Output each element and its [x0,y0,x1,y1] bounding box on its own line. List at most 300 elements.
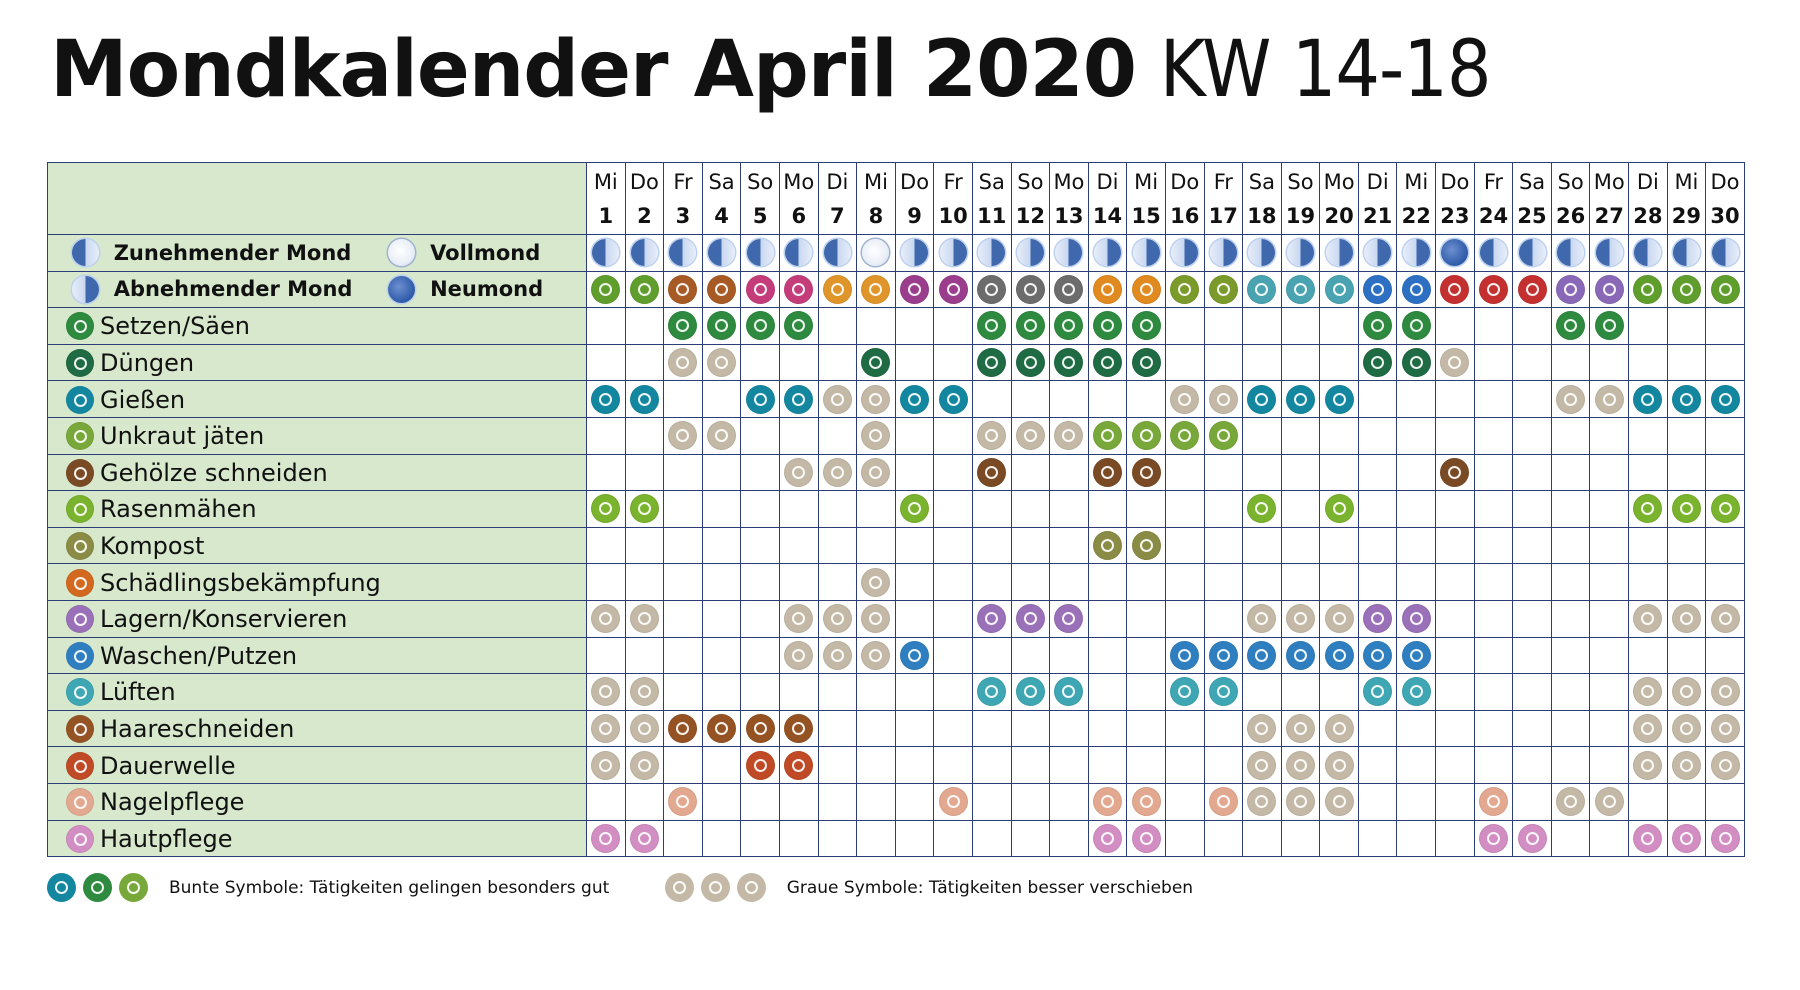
day-cell [1590,637,1629,674]
day-cell [702,344,741,381]
zodiac-cell [1165,271,1204,308]
day-cell [972,564,1011,601]
moon-phase-cell [702,235,741,272]
zodiac-sign-icon [1286,275,1315,304]
day-header [1320,163,1359,235]
day-cell [1165,710,1204,747]
moon-phase-cell [1358,235,1397,272]
day-number: 28 [1633,203,1663,228]
day-cell [1320,491,1359,528]
day-cell [1243,417,1282,454]
day-cell [1397,308,1436,345]
waxing-moon-icon [708,239,735,266]
day-cell [741,820,780,857]
day-cell [1050,344,1089,381]
day-cell [587,783,626,820]
day-cell [895,344,934,381]
day-cell [1243,637,1282,674]
day-cell [1667,783,1706,820]
day-cell [934,600,973,637]
day-cell [1513,491,1552,528]
lagern-icon [1325,604,1354,633]
day-cell [1204,381,1243,418]
zodiac-cell [779,271,818,308]
day-cell [1629,564,1668,601]
day-header [741,163,780,235]
day-cell [1551,344,1590,381]
day-cell [895,308,934,345]
day-cell [857,600,896,637]
setzen-icon [784,311,813,340]
zodiac-cell [1320,271,1359,308]
day-cell [1629,454,1668,491]
day-cell [1243,527,1282,564]
day-cell [1243,710,1282,747]
day-cell [1165,637,1204,674]
day-cell [1513,820,1552,857]
haare-icon [668,714,697,743]
day-cell [1281,674,1320,711]
day-cell [664,674,703,711]
zodiac-cell [1629,271,1668,308]
day-header [625,163,664,235]
lueften-icon [591,677,620,706]
waxing-moon-icon [72,239,99,266]
day-cell [972,417,1011,454]
day-cell [1629,527,1668,564]
lagern-icon [1363,604,1392,633]
unkraut-icon [119,873,148,902]
waning-moon-icon [978,239,1005,266]
zodiac-sign-icon [1247,275,1276,304]
waxing-moon-icon [785,239,812,266]
waxing-moon-icon [592,239,619,266]
activity-label-text: Düngen [100,349,195,378]
day-cell [934,344,973,381]
lagern-icon [591,604,620,633]
giessen-icon [939,385,968,414]
day-cell [1706,491,1745,528]
dauerwelle-icon [1325,751,1354,780]
day-cell [1011,564,1050,601]
waning-moon-icon [1017,239,1044,266]
activity-label-text: Dauerwelle [100,751,236,780]
full-moon-icon [388,239,415,266]
gehoelze-icon [823,458,852,487]
dauerwelle-icon [591,751,620,780]
day-cell [934,710,973,747]
day-cell [702,600,741,637]
day-cell [1551,710,1590,747]
weekday-label: Mo [1053,169,1085,194]
lagern-icon [784,604,813,633]
activity-label-text: Rasenmähen [100,495,257,524]
weekday-label: Sa [1518,169,1546,194]
day-cell [1590,344,1629,381]
day-cell [1667,820,1706,857]
lagern-icon [1711,604,1740,633]
kompost-icon [66,532,94,560]
moon-phase-cell [1011,235,1050,272]
day-cell [857,674,896,711]
haut-icon [591,824,620,853]
day-header [1590,163,1629,235]
dauerwelle-icon [1633,751,1662,780]
gray-symbols-text: Graue Symbole: Tätigkeiten besser verschieben [786,877,1194,898]
day-cell [934,820,973,857]
day-cell [1706,820,1745,857]
zodiac-cell [1474,271,1513,308]
day-cell [1011,820,1050,857]
weekday-label: Mi [1134,169,1159,194]
day-cell [1011,491,1050,528]
day-cell [1667,491,1706,528]
nagel-icon [1325,787,1354,816]
day-cell [1165,674,1204,711]
zodiac-cell [1204,271,1243,308]
lueften-icon [1402,677,1431,706]
day-cell [1127,600,1166,637]
day-cell [895,564,934,601]
day-cell [934,674,973,711]
day-cell [779,527,818,564]
weekday-label: Fr [1213,169,1233,194]
day-header [1706,163,1745,235]
schaedling-icon [861,568,890,597]
weekday-label: Sa [708,169,735,194]
day-cell [1281,747,1320,784]
zodiac-cell [1050,271,1089,308]
day-cell [587,564,626,601]
lagern-icon [823,604,852,633]
day-cell [625,344,664,381]
day-cell [1204,417,1243,454]
haut-icon [630,824,659,853]
day-header [1513,163,1552,235]
header-corner [48,163,587,235]
zodiac-sign-icon [861,275,890,304]
setzen-icon [668,311,697,340]
day-number: 8 [868,203,884,228]
day-header [857,163,896,235]
day-cell [1590,747,1629,784]
day-cell [1706,308,1745,345]
day-cell [1436,308,1475,345]
waschen-icon [861,641,890,670]
giessen-icon [746,385,775,414]
day-cell [1706,600,1745,637]
day-cell [702,564,741,601]
moon-phase-cell [857,235,896,272]
waning-moon-icon [1326,239,1353,266]
giessen-icon [1247,385,1276,414]
waning-moon-icon [940,239,967,266]
day-cell [895,600,934,637]
day-cell [1590,564,1629,601]
day-header [1358,163,1397,235]
nagel-icon [1286,787,1315,816]
moon-phase-cell [934,235,973,272]
activity-row-schaedling [48,564,1745,601]
zodiac-sign-icon [1672,275,1701,304]
day-cell [1629,783,1668,820]
day-header [587,163,626,235]
day-number: 29 [1671,203,1702,228]
day-cell [779,747,818,784]
zodiac-sign-icon [1556,275,1585,304]
day-cell [741,564,780,601]
day-cell [934,747,973,784]
day-cell [1127,820,1166,857]
day-cell [1358,783,1397,820]
moon-calendar-table [47,162,1745,857]
duengen-icon [668,348,697,377]
day-cell [1706,564,1745,601]
day-cell [972,454,1011,491]
setzen-icon [707,311,736,340]
day-cell [1397,674,1436,711]
moon-phase-cell [1204,235,1243,272]
day-cell [1474,710,1513,747]
day-cell [1204,564,1243,601]
day-cell [1127,454,1166,491]
moon-legend-row-2 [48,271,1745,308]
activity-label-haare [48,710,587,747]
haare-icon [1286,714,1315,743]
day-cell [857,417,896,454]
day-header [779,163,818,235]
gehoelze-icon [1093,458,1122,487]
zodiac-cell [1127,271,1166,308]
day-cell [1165,564,1204,601]
zodiac-cell [1706,271,1745,308]
day-cell [1204,344,1243,381]
day-cell [779,600,818,637]
day-number: 13 [1054,203,1084,228]
day-cell [1706,344,1745,381]
day-cell [587,747,626,784]
day-cell [625,600,664,637]
gehoelze-icon [784,458,813,487]
activity-row-unkraut [48,417,1745,454]
zodiac-sign-icon [1711,275,1740,304]
zodiac-sign-icon [1363,275,1392,304]
day-cell [625,308,664,345]
day-cell [1243,344,1282,381]
giessen-icon [1711,385,1740,414]
day-cell [1358,747,1397,784]
weekday-label: Mo [1323,169,1355,194]
day-cell [1513,710,1552,747]
activity-label-nagel [48,783,587,820]
waschen-icon [1363,641,1392,670]
lueften-icon [1170,677,1199,706]
day-cell [1088,491,1127,528]
day-cell [857,381,896,418]
day-cell [1397,747,1436,784]
duengen-icon [1402,348,1431,377]
activity-label-text: Lagern/Konservieren [100,605,348,634]
day-cell [1088,564,1127,601]
day-cell [1706,381,1745,418]
weekday-label: Mi [1404,169,1429,194]
weekday-label: Di [1096,169,1119,194]
day-cell [1551,381,1590,418]
day-cell [1513,600,1552,637]
day-cell [1320,600,1359,637]
day-cell [857,783,896,820]
waning-moon-icon [1094,239,1121,266]
zodiac-sign-icon [1633,275,1662,304]
day-cell [1551,674,1590,711]
day-cell [1397,637,1436,674]
nagel-icon [1247,787,1276,816]
day-cell [1551,783,1590,820]
day-cell [1667,308,1706,345]
day-cell [1088,710,1127,747]
day-cell [1474,564,1513,601]
day-cell [1551,600,1590,637]
full-moon-icon [862,239,889,266]
waning-moon-icon [1248,239,1275,266]
day-cell [1474,527,1513,564]
day-cell [587,344,626,381]
day-cell [1281,344,1320,381]
activity-label-rasen [48,491,587,528]
rasen-icon [1247,494,1276,523]
moon-phase-cell [1551,235,1590,272]
day-cell [664,637,703,674]
haare-icon [1633,714,1662,743]
day-cell [1281,417,1320,454]
giessen-icon [1286,385,1315,414]
new-moon-icon [388,276,415,303]
day-cell [1165,381,1204,418]
lagern-icon [1286,604,1315,633]
day-cell [1050,783,1089,820]
day-cell [664,600,703,637]
nagel-icon [66,788,94,816]
setzen-icon [83,873,112,902]
zodiac-cell [702,271,741,308]
zodiac-cell [934,271,973,308]
day-cell [1204,747,1243,784]
zodiac-cell [1281,271,1320,308]
day-cell [895,454,934,491]
activity-label-text: Nagelpflege [100,788,245,817]
zodiac-sign-icon [1402,275,1431,304]
day-cell [779,454,818,491]
day-cell [587,820,626,857]
day-cell [1551,564,1590,601]
setzen-icon [1093,311,1122,340]
waxing-moon-icon [1673,239,1700,266]
day-cell [664,454,703,491]
day-cell [1243,600,1282,637]
zodiac-cell [587,271,626,308]
day-cell [1011,747,1050,784]
day-cell [1629,600,1668,637]
day-cell [1127,674,1166,711]
day-cell [1011,381,1050,418]
day-cell [1667,710,1706,747]
day-cell [702,674,741,711]
weekday-label: So [1557,169,1584,194]
day-cell [1050,710,1089,747]
day-header [1551,163,1590,235]
day-cell [972,637,1011,674]
day-cell [1474,747,1513,784]
dauerwelle-icon [1672,751,1701,780]
giessen-icon [1325,385,1354,414]
day-cell [1551,820,1590,857]
setzen-icon [1556,311,1585,340]
zodiac-sign-icon [1093,275,1122,304]
day-cell [972,783,1011,820]
zodiac-cell [664,271,703,308]
day-cell [702,747,741,784]
day-cell [895,820,934,857]
day-cell [1050,491,1089,528]
moon-phase-cell [1474,235,1513,272]
day-cell [779,674,818,711]
nagel-icon [939,787,968,816]
day-cell [1474,308,1513,345]
day-cell [1358,381,1397,418]
day-cell [818,600,857,637]
day-number: 26 [1556,203,1586,228]
zodiac-sign-icon [1170,275,1199,304]
day-cell [1088,637,1127,674]
zodiac-sign-icon [1054,275,1083,304]
moon-legend-cell-1 [48,235,587,272]
unkraut-icon [668,421,697,450]
day-cell [1358,710,1397,747]
rasen-icon [1672,494,1701,523]
zodiac-sign-icon [668,275,697,304]
waning-moon-icon [901,239,928,266]
day-number: 1 [598,203,614,228]
day-cell [702,637,741,674]
duengen-icon [1093,348,1122,377]
day-cell [1127,710,1166,747]
day-cell [1050,454,1089,491]
activity-label-dauerwelle [48,747,587,784]
dauerwelle-icon [737,873,766,902]
day-cell [1127,308,1166,345]
unkraut-icon [1016,421,1045,450]
day-cell [664,308,703,345]
day-cell [741,600,780,637]
rasen-icon [1325,494,1354,523]
day-cell [1474,637,1513,674]
day-cell [1706,783,1745,820]
moon-phase-cell [1127,235,1166,272]
dauerwelle-icon [1247,751,1276,780]
day-cell [1436,674,1475,711]
day-cell [1320,381,1359,418]
zodiac-cell [1088,271,1127,308]
day-header [702,163,741,235]
zodiac-sign-icon [630,275,659,304]
day-cell [1474,417,1513,454]
day-cell [664,527,703,564]
day-cell [1204,491,1243,528]
activity-label-kompost [48,527,587,564]
giessen-icon [47,873,76,902]
day-cell [587,308,626,345]
day-cell [1165,491,1204,528]
